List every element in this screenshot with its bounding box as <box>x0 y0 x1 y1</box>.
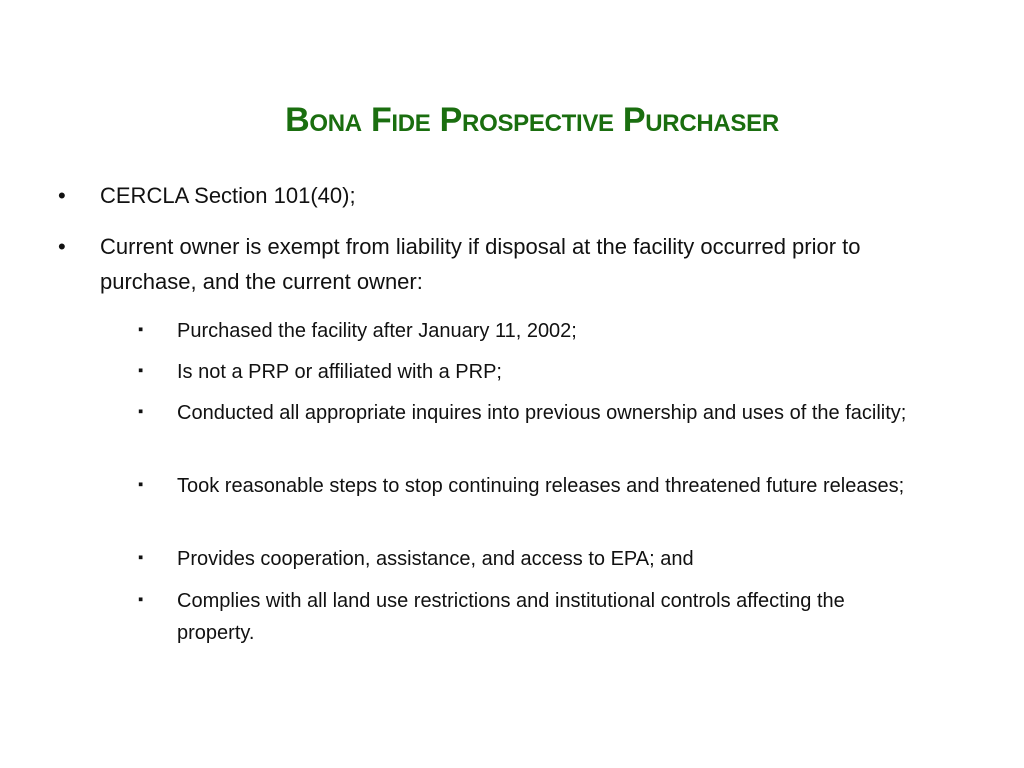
square-bullet-icon: ▪ <box>138 362 144 379</box>
bullet-item <box>58 178 980 213</box>
square-bullet-icon: ▪ <box>138 549 144 566</box>
square-bullet-icon: ▪ <box>138 476 144 493</box>
slide-title: Bona Fide Prospective Purchaser <box>285 101 779 139</box>
square-bullet-icon: ▪ <box>138 591 144 608</box>
sub-bullet-text: Provides cooperation, assistance, and access to EPA; and <box>177 548 694 570</box>
square-bullet-icon: ▪ <box>138 403 144 420</box>
bullet-item <box>58 229 940 299</box>
sub-bullet-item <box>138 470 917 502</box>
sub-bullet-text: Purchased the facility after January 11, 2002; <box>177 320 577 342</box>
sub-bullet-text: Took reasonable steps to stop continuing releases and threatened future releases; <box>177 475 905 497</box>
sub-bullet-item <box>138 315 987 347</box>
sub-bullet-item <box>138 585 897 649</box>
sub-bullet-item <box>138 356 987 388</box>
sub-bullet-text: Conducted all appropriate inquires into previous ownership and uses of the facility; <box>177 402 907 424</box>
bullet-icon: • <box>58 183 66 208</box>
sub-bullet-item <box>138 543 987 575</box>
bullet-text: Current owner is exempt from liability if disposal at the facility occurred prior to purchase, and the current owner: <box>100 234 861 294</box>
sub-bullet-text: Is not a PRP or affiliated with a PRP; <box>177 361 502 383</box>
sub-bullet-item <box>138 397 987 429</box>
sub-bullet-text: Complies with all land use restrictions and institutional controls affecting the property. <box>177 590 845 644</box>
bullet-text: CERCLA Section 101(40); <box>100 183 356 208</box>
bullet-icon: • <box>58 234 66 259</box>
square-bullet-icon: ▪ <box>138 321 144 338</box>
